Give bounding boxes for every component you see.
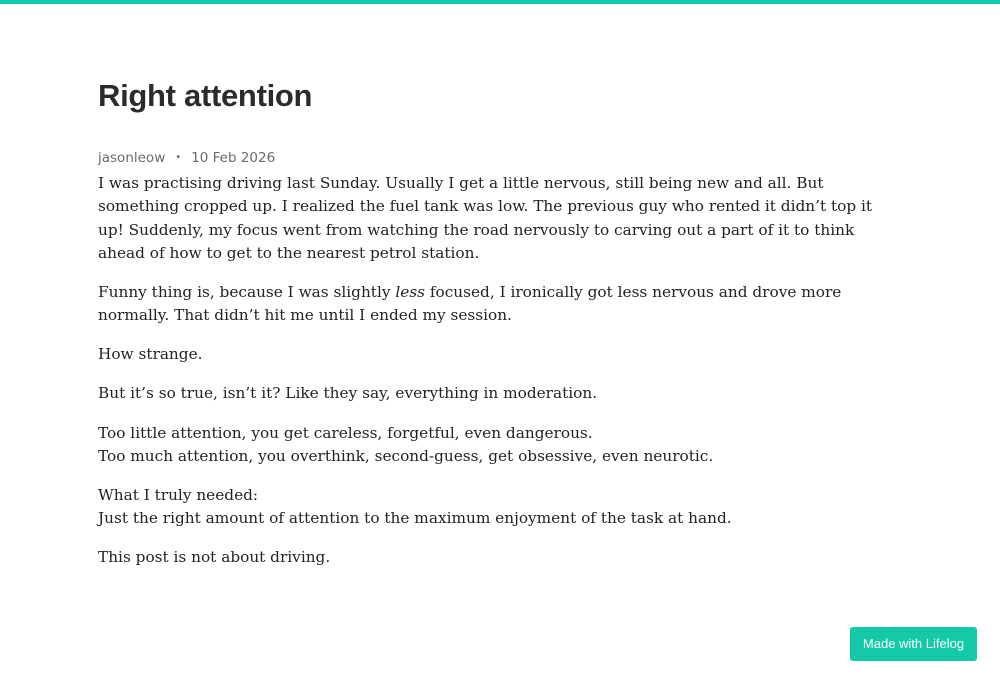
paragraph-7: This post is not about driving. <box>98 548 331 567</box>
paragraph-3: How strange. <box>98 345 203 364</box>
paragraph-6-line-1: What I truly needed: <box>98 485 259 504</box>
paragraph-4: But it’s so true, isn’t it? Like they say, everything in moderation. <box>98 384 598 403</box>
paragraph-6-line-2: Just the right amount of attention to the maximum enjoyment of the task at hand. <box>98 509 732 528</box>
paragraph-2-emphasis: less <box>395 282 425 301</box>
paragraph-2-before: Funny thing is, because I was slightly <box>98 282 396 301</box>
post-meta <box>98 149 898 167</box>
post <box>98 76 898 585</box>
paragraph-6 <box>98 484 898 531</box>
post-body <box>98 172 898 570</box>
meta-separator: • <box>175 152 182 163</box>
paragraph-2 <box>98 281 898 328</box>
paragraph-5 <box>98 422 898 469</box>
post-author[interactable]: jasonleow <box>98 150 166 166</box>
paragraph-5-line-1: Too little attention, you get careless, forgetful, even dangerous. <box>98 423 593 442</box>
made-with-lifelog-button[interactable]: Made with Lifelog <box>850 627 977 661</box>
post-date: 10 Feb 2026 <box>191 150 276 166</box>
paragraph-1: I was practising driving last Sunday. Usually I get a little nervous, still being new and all. But something cropped up. I realized the fuel tank was low. The previous guy who rented it didn’t top it up! Suddenly, my focus went from watching the road nervously to carving out a part of it to think ahead of how to get to the nearest petrol station. <box>98 174 873 262</box>
post-title: Right attention <box>98 78 313 113</box>
paragraph-5-line-2: Too much attention, you overthink, second-guess, get obsessive, even neurotic. <box>98 446 714 465</box>
top-accent-bar <box>0 0 1000 4</box>
paragraph-2-after: focused, I ironically got less nervous and drove more normally. That didn’t hit me until I ended my session. <box>98 282 842 325</box>
